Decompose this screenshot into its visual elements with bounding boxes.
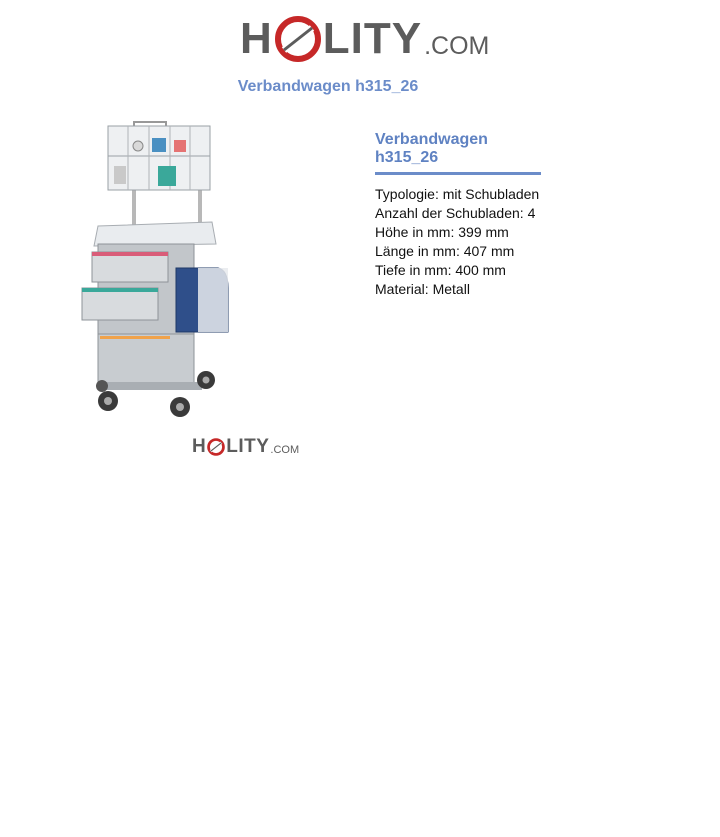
logo-suffix: .COM: [270, 444, 300, 456]
logo-suffix: .COM: [424, 31, 490, 60]
logo-letter-h: H: [192, 436, 207, 457]
spec-label: Länge in mm: [375, 243, 456, 259]
logo-o-symbol-icon: [275, 16, 321, 62]
spec-label: Anzahl der Schubladen: [375, 205, 520, 221]
page-title: Verbandwagen h315_26: [237, 78, 419, 95]
spec-value: 399 mm: [458, 224, 509, 240]
logo-letters-lity: LITY: [226, 436, 270, 457]
spec-value: 4: [527, 205, 536, 221]
product-title: Verbandwagen h315_26: [375, 131, 541, 175]
spec-item: Material: Metall: [375, 281, 470, 297]
logo-letters-lity: LITY: [322, 14, 423, 63]
logo-o-symbol-icon: [207, 438, 225, 456]
brand-logo-small: [192, 436, 299, 458]
spec-list: [375, 185, 675, 299]
spec-value: mit Schubladen: [442, 186, 540, 202]
spec-item: Anzahl der Schubladen: 4: [375, 205, 536, 221]
spec-item: Höhe in mm: 399 mm: [375, 224, 509, 240]
spec-item: Tiefe in mm: 400 mm: [375, 262, 506, 278]
spec-value: Metall: [432, 281, 470, 297]
logo-letter-h: H: [240, 14, 273, 63]
spec-label: Typologie: [375, 186, 435, 202]
brand-logo[interactable]: [240, 12, 489, 66]
spec-label: Tiefe in mm: [375, 262, 448, 278]
spec-value: 407 mm: [463, 243, 515, 259]
spec-value: 400 mm: [455, 262, 506, 278]
spec-label: Material: [375, 281, 425, 297]
spec-label: Höhe in mm: [375, 224, 451, 240]
product-image[interactable]: [78, 118, 243, 428]
product-specs: [375, 131, 675, 299]
spec-item: Länge in mm: 407 mm: [375, 243, 515, 259]
spec-item: Typologie: mit Schubladen: [375, 186, 540, 202]
